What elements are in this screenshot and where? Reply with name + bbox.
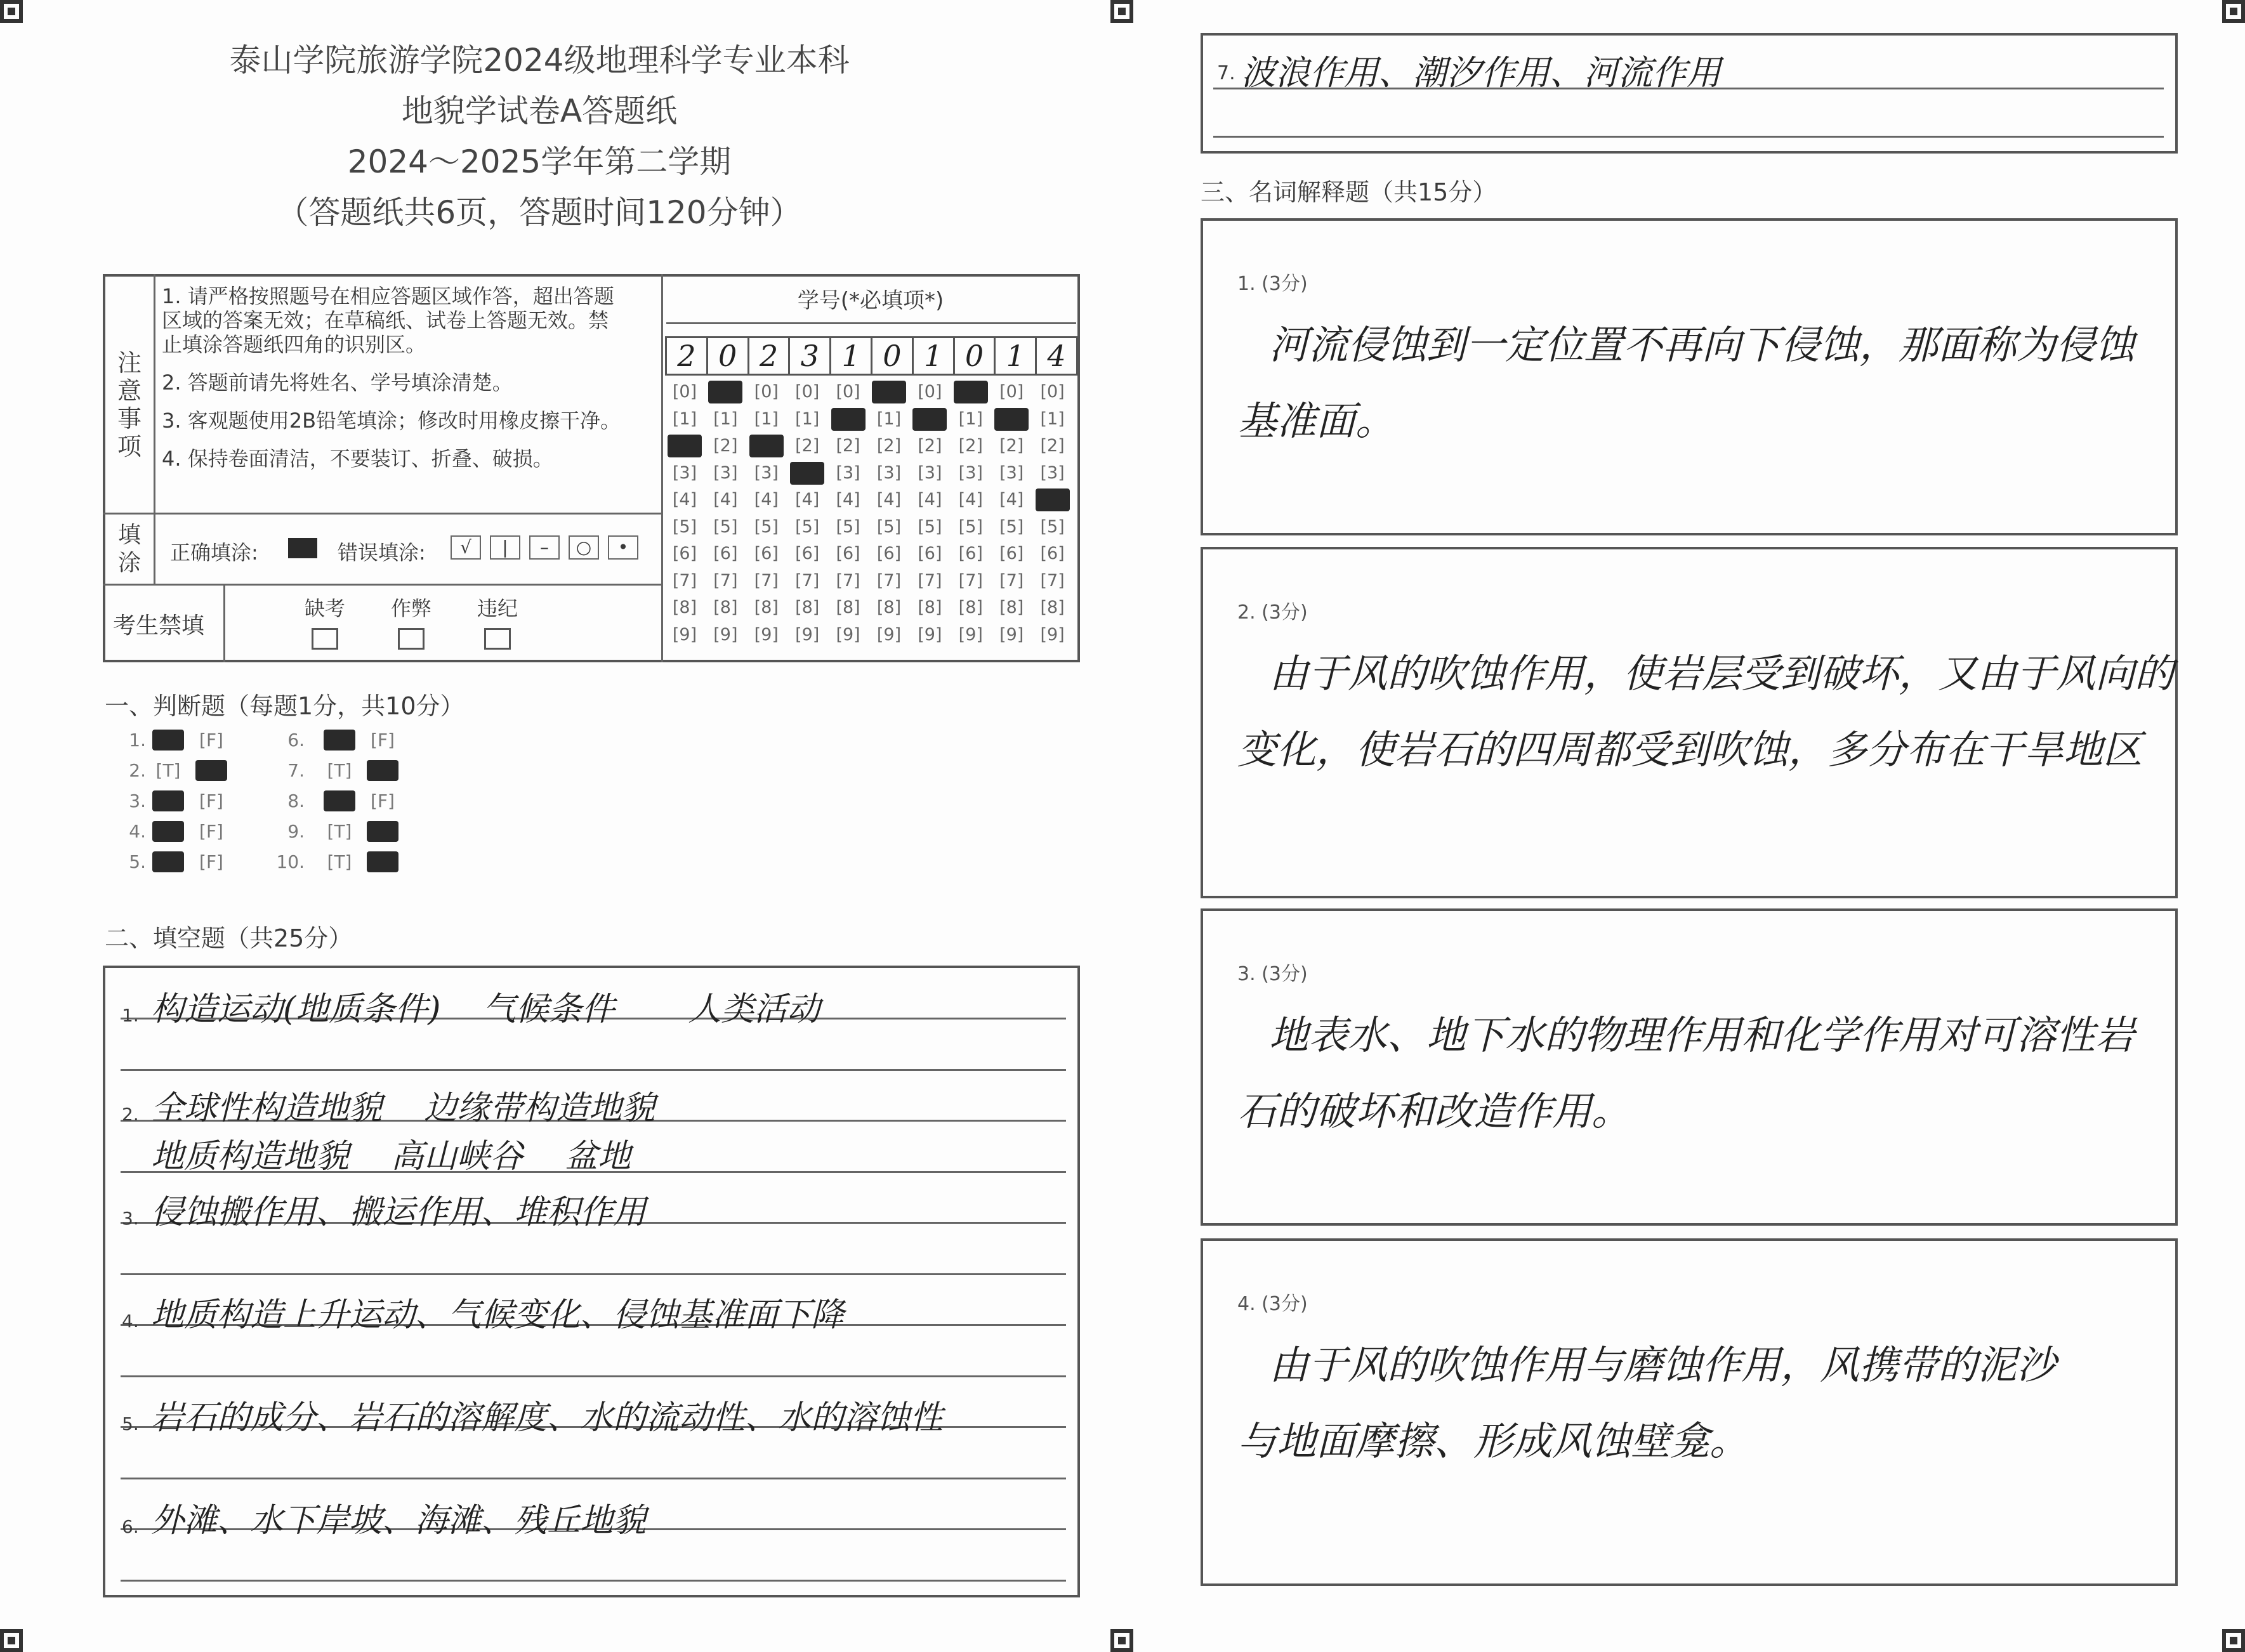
student-id-bubble[interactable]: [7] xyxy=(999,570,1024,591)
student-id-bubble[interactable]: [7] xyxy=(672,570,697,591)
corner-mark-top-right xyxy=(2222,0,2245,23)
student-id-bubble[interactable]: [2] xyxy=(918,436,942,456)
student-id-bubble[interactable]: [8] xyxy=(918,598,942,617)
fill-blank-number: 3. xyxy=(122,1208,139,1229)
student-id-bubble[interactable]: [9] xyxy=(754,624,779,645)
student-id-bubble[interactable]: [4] xyxy=(836,490,860,509)
q7-answer[interactable]: 波浪作用、潮汐作用、河流作用 xyxy=(1241,53,1721,93)
corner-mark-bottom-left xyxy=(0,1629,23,1652)
student-id-bubble[interactable]: [3] xyxy=(958,462,983,483)
answer-line xyxy=(121,1375,1066,1377)
student-id-bubble[interactable]: [7] xyxy=(918,570,942,591)
student-id-bubble[interactable]: [5] xyxy=(958,516,983,537)
student-id-bubble[interactable]: [1] xyxy=(754,409,779,429)
tf-option-false[interactable] xyxy=(367,851,398,872)
note-item-1: 1. 请严格按照题号在相应答题区域作答，超出答题区域的答案无效；在草稿纸、试卷上答题无效。禁止填涂答题纸四角的识别区。 xyxy=(162,284,614,357)
tf-question-number: 8. xyxy=(287,790,305,811)
tf-option-true[interactable] xyxy=(324,730,355,751)
wrong-mark-dash: – xyxy=(529,535,560,560)
tf-question-number: 6. xyxy=(287,730,305,751)
student-id-bubble[interactable] xyxy=(749,435,784,457)
student-id-bubble[interactable]: [0] xyxy=(795,382,820,402)
student-id-bubble[interactable]: [8] xyxy=(713,598,738,617)
exam-options xyxy=(305,593,518,650)
student-id-bubble[interactable]: [0] xyxy=(1040,382,1065,402)
student-id-bubble[interactable]: [1] xyxy=(795,409,820,429)
student-id-bubble[interactable]: [4] xyxy=(999,490,1024,509)
fill-blank-number: 4. xyxy=(122,1311,139,1332)
tf-option-false[interactable]: [F] xyxy=(199,851,223,872)
student-id-bubble[interactable]: [0] xyxy=(754,382,779,402)
student-id-bubble[interactable]: [3] xyxy=(713,462,738,483)
section3-title: 三、名词解释题（共15分） xyxy=(1201,178,1497,206)
student-id-bubble[interactable]: [7] xyxy=(754,570,779,591)
fill-blank-number: 5. xyxy=(122,1413,139,1434)
student-id-digit-cell[interactable]: 2 xyxy=(747,336,791,376)
student-id-bubble[interactable] xyxy=(790,462,824,485)
term-definition-answer[interactable]: 由于风的吹蚀作用与磨蚀作用，风携带的泥沙 xyxy=(1269,1342,2057,1388)
student-id-bubble[interactable]: [5] xyxy=(672,516,697,537)
wrong-mark-circle: ○ xyxy=(569,535,599,560)
student-id-bubble[interactable]: [2] xyxy=(1040,436,1065,456)
tf-option-false[interactable] xyxy=(195,760,227,781)
student-id-bubble[interactable]: [8] xyxy=(999,598,1024,617)
student-id-bubble[interactable]: [7] xyxy=(1040,570,1065,591)
student-id-bubble[interactable]: [5] xyxy=(918,516,942,537)
student-id-bubble[interactable]: [4] xyxy=(754,490,779,509)
exam-option-label: 作弊 xyxy=(391,596,432,620)
student-id-bubble[interactable] xyxy=(668,435,702,457)
divider xyxy=(666,322,1076,324)
student-id-bubble[interactable]: [9] xyxy=(672,624,697,645)
student-id-bubble[interactable]: [5] xyxy=(713,516,738,537)
student-id-bubble[interactable]: [9] xyxy=(958,624,983,645)
fill-blank-number: 2. xyxy=(122,1104,139,1125)
student-id-bubble[interactable]: [5] xyxy=(795,516,820,537)
fill-blank-answer[interactable]: 外滩、水下岸坡、海滩、残丘地貌 xyxy=(151,1502,647,1540)
student-id-bubble[interactable]: [0] xyxy=(672,382,697,402)
student-id-bubble[interactable]: [7] xyxy=(713,570,738,591)
student-id-digit-cell[interactable]: 0 xyxy=(706,336,749,376)
student-id-bubble[interactable] xyxy=(1036,488,1070,511)
student-id-bubble[interactable]: [1] xyxy=(672,409,697,429)
student-id-bubble[interactable]: [6] xyxy=(754,544,779,563)
notes-label: 注意事项 xyxy=(117,349,142,461)
student-id-bubble[interactable]: [9] xyxy=(876,624,902,645)
student-id-digits xyxy=(665,336,1076,374)
student-id-bubble[interactable]: [4] xyxy=(713,490,738,509)
student-id-digit-cell[interactable]: 1 xyxy=(912,336,955,376)
tf-option-true[interactable] xyxy=(152,821,184,842)
correct-fill-label: 正确填涂: xyxy=(170,541,258,565)
student-id-bubble[interactable]: [6] xyxy=(836,544,860,563)
divider xyxy=(154,513,155,584)
tf-option-true[interactable] xyxy=(152,851,184,872)
student-id-bubble[interactable]: [7] xyxy=(958,570,983,591)
corner-mark-top-center xyxy=(1110,0,1133,23)
student-id-bubble[interactable]: [8] xyxy=(876,598,902,617)
student-id-bubble[interactable]: [3] xyxy=(876,462,902,483)
student-id-bubble[interactable]: [4] xyxy=(876,490,902,509)
header-line-3: 2024～2025学年第二学期 xyxy=(347,143,732,180)
student-id-bubble[interactable]: [6] xyxy=(672,544,697,563)
term-question-label: 3. (3分) xyxy=(1237,963,1308,985)
student-id-bubble[interactable]: [8] xyxy=(958,598,983,617)
student-id-bubble[interactable]: [5] xyxy=(999,516,1024,537)
wrong-mark-bar: | xyxy=(490,535,520,560)
student-id-bubble[interactable] xyxy=(831,408,866,431)
student-id-bubble[interactable]: [7] xyxy=(795,570,820,591)
tf-option-true[interactable]: [T] xyxy=(155,760,181,781)
tf-question-number: 5. xyxy=(129,851,146,872)
term-question-label: 2. (3分) xyxy=(1237,601,1308,624)
student-id-digit-cell[interactable]: 4 xyxy=(1035,336,1078,376)
term-definition-answer[interactable]: 基准面。 xyxy=(1237,398,1395,444)
student-id-digit-cell[interactable]: 1 xyxy=(994,336,1037,376)
student-id-bubble[interactable]: [8] xyxy=(672,598,697,617)
tf-option-true[interactable]: [T] xyxy=(327,851,352,872)
student-id-bubble[interactable]: [3] xyxy=(999,462,1024,483)
tf-question-number: 9. xyxy=(287,821,305,842)
term-definition-answer[interactable]: 河流侵蚀到一定位置不再向下侵蚀，那面称为侵蚀 xyxy=(1269,322,2135,368)
student-id-bubble[interactable]: [6] xyxy=(795,544,820,563)
student-id-bubble[interactable] xyxy=(912,408,947,431)
wrong-mark-check: √ xyxy=(451,535,481,560)
student-id-bubble[interactable]: [9] xyxy=(918,624,942,645)
student-id-bubble[interactable]: [9] xyxy=(1040,624,1065,645)
term-question-label: 4. (3分) xyxy=(1237,1293,1308,1315)
tf-option-true[interactable]: [T] xyxy=(327,760,352,781)
wrong-fill-samples xyxy=(451,535,638,560)
term-definition-answer[interactable]: 与地面摩擦、形成风蚀壁龛。 xyxy=(1237,1418,1749,1464)
sheet-header xyxy=(102,35,977,238)
header-line-4: （答题纸共6页，答题时间120分钟） xyxy=(277,194,802,231)
corner-mark-bottom-center xyxy=(1110,1629,1133,1652)
student-id-bubble[interactable]: [1] xyxy=(713,409,738,429)
student-id-bubble[interactable]: [1] xyxy=(876,409,902,429)
true-false-answers[interactable] xyxy=(114,730,444,882)
student-id-bubble[interactable]: [3] xyxy=(672,462,697,483)
student-id-bubble[interactable]: [3] xyxy=(918,462,942,483)
tf-question-number: 10. xyxy=(276,851,305,872)
notes-list xyxy=(162,284,625,471)
student-id-bubble[interactable]: [2] xyxy=(958,436,983,456)
exam-option-box[interactable] xyxy=(398,628,425,650)
fill-blank-answer[interactable]: 全球性构造地貌 边缘带构造地貌 xyxy=(151,1089,655,1127)
section1-title: 一、判断题（每题1分，共10分） xyxy=(105,692,464,720)
exam-restricted-label: 考生禁填 xyxy=(113,613,205,639)
fill-blank-answer[interactable]: 岩石的成分、岩石的溶解度、水的流动性、水的溶蚀性 xyxy=(151,1399,944,1437)
exam-option-box[interactable] xyxy=(484,628,511,650)
student-id-bubble[interactable]: [4] xyxy=(795,490,820,509)
exam-option-label: 违纪 xyxy=(477,596,518,620)
corner-mark-bottom-right xyxy=(2222,1629,2245,1652)
fill-blank-number: 1. xyxy=(122,1005,139,1026)
tf-option-false[interactable] xyxy=(367,760,398,781)
fill-blank-answer[interactable]: 构造运动(地质条件) 气候条件 人类活动 xyxy=(151,990,820,1028)
exam-option-absent[interactable] xyxy=(305,593,345,650)
note-item-2: 2. 答题前请先将姓名、学号填涂清楚。 xyxy=(162,370,513,395)
student-id-bubble[interactable]: [3] xyxy=(754,462,779,483)
student-id-bubble[interactable] xyxy=(954,381,988,403)
student-id-bubble[interactable]: [6] xyxy=(876,544,902,563)
term-definition-answer[interactable]: 地表水、地下水的物理作用和化学作用对可溶性岩 xyxy=(1269,1012,2135,1058)
tf-option-true[interactable] xyxy=(324,790,355,811)
student-id-bubble[interactable] xyxy=(872,381,906,403)
divider xyxy=(223,584,225,662)
student-id-bubble[interactable]: [4] xyxy=(672,490,697,509)
tf-question-number: 4. xyxy=(129,821,146,842)
tf-question-number: 7. xyxy=(287,760,305,781)
student-id-bubble[interactable]: [9] xyxy=(713,624,738,645)
divider xyxy=(661,274,663,662)
tf-question-number: 1. xyxy=(129,730,146,751)
student-id-bubble[interactable]: [3] xyxy=(836,462,860,483)
student-id-bubble[interactable]: [8] xyxy=(795,598,820,617)
student-id-bubble[interactable]: [0] xyxy=(918,382,942,402)
student-id-bubble[interactable]: [8] xyxy=(754,598,779,617)
tf-option-false[interactable]: [F] xyxy=(199,821,223,842)
student-id-bubble[interactable]: [1] xyxy=(1040,409,1065,429)
fill-blank-answer[interactable]: 地质构造地貌 高山峡谷 盆地 xyxy=(151,1137,631,1176)
student-id-bubble[interactable]: [2] xyxy=(836,436,860,456)
term-definition-answer[interactable]: 变化，使岩石的四周都受到吹蚀，多分布在干旱地区 xyxy=(1237,726,2143,773)
tf-option-false[interactable] xyxy=(367,821,398,842)
student-id-bubble[interactable]: [5] xyxy=(876,516,902,537)
tf-option-true[interactable] xyxy=(152,790,184,811)
student-id-bubble[interactable]: [8] xyxy=(836,598,860,617)
student-id-bubble[interactable] xyxy=(994,408,1029,431)
student-id-title: 学号(*必填项*) xyxy=(797,288,944,313)
section2-title: 二、填空题（共25分） xyxy=(105,924,353,952)
student-id-bubble[interactable]: [7] xyxy=(876,570,902,591)
correct-fill-sample xyxy=(288,538,317,558)
student-id-bubble[interactable]: [2] xyxy=(999,436,1024,456)
student-id-bubble[interactable]: [6] xyxy=(958,544,983,563)
wrong-mark-dot: • xyxy=(608,535,638,560)
student-id-bubble[interactable]: [6] xyxy=(713,544,738,563)
student-id-bubble[interactable]: [9] xyxy=(795,624,820,645)
q7-number: 7. xyxy=(1217,62,1235,84)
student-id-digit-cell[interactable]: 3 xyxy=(788,336,831,376)
divider xyxy=(103,513,661,515)
student-id-digit-cell[interactable]: 0 xyxy=(871,336,914,376)
tf-option-false[interactable]: [F] xyxy=(199,730,223,751)
tf-option-false[interactable]: [F] xyxy=(199,790,223,811)
tf-question-number: 2. xyxy=(129,760,146,781)
term-definition-box xyxy=(1201,218,2178,535)
student-id-bubble[interactable]: [8] xyxy=(1040,598,1065,617)
student-id-bubble[interactable]: [9] xyxy=(836,624,860,645)
fill-blank-answer[interactable]: 侵蚀搬作用、搬运作用、堆积作用 xyxy=(151,1193,647,1231)
student-id-bubble[interactable]: [0] xyxy=(836,382,860,402)
exam-option-violation[interactable] xyxy=(477,593,518,650)
corner-mark-top-left xyxy=(0,0,23,23)
student-id-bubble[interactable] xyxy=(708,381,742,403)
student-id-bubble[interactable]: [6] xyxy=(1040,544,1065,563)
term-definition-answer[interactable]: 石的破坏和改造作用。 xyxy=(1237,1088,1631,1134)
note-item-3: 3. 客观题使用2B铅笔填涂；修改时用橡皮擦干净。 xyxy=(162,409,621,433)
term-question-label: 1. (3分) xyxy=(1237,273,1308,295)
note-item-4: 4. 保持卷面清洁，不要装订、折叠、破损。 xyxy=(162,447,553,471)
tf-option-true[interactable] xyxy=(152,730,184,751)
student-id-digit-cell[interactable]: 2 xyxy=(665,336,708,376)
fill-blank-number: 6. xyxy=(122,1516,139,1537)
exam-option-box[interactable] xyxy=(312,628,338,650)
header-line-1: 泰山学院旅游学院2024级地理科学专业本科 xyxy=(229,42,850,79)
answer-line xyxy=(121,1478,1066,1479)
exam-option-cheating[interactable] xyxy=(391,593,431,650)
student-id-bubble[interactable]: [6] xyxy=(999,544,1024,563)
answer-line xyxy=(121,1273,1066,1275)
answer-line xyxy=(121,1069,1066,1071)
answer-line xyxy=(121,1580,1066,1582)
student-id-bubble[interactable]: [3] xyxy=(1040,462,1065,483)
student-id-digit-cell[interactable]: 1 xyxy=(829,336,872,376)
student-id-bubble[interactable]: [5] xyxy=(754,516,779,537)
student-id-bubble[interactable]: [2] xyxy=(713,436,738,456)
divider xyxy=(154,274,155,523)
student-id-bubble[interactable]: [2] xyxy=(876,436,902,456)
fill-blank-answer[interactable]: 地质构造上升运动、气候变化、侵蚀基准面下降 xyxy=(151,1296,845,1334)
student-id-bubble[interactable]: [4] xyxy=(918,490,942,509)
tf-option-true[interactable]: [T] xyxy=(327,821,352,842)
fill-label: 填涂 xyxy=(117,522,141,576)
student-id-bubble[interactable]: [1] xyxy=(958,409,983,429)
tf-option-false[interactable]: [F] xyxy=(371,790,395,811)
student-id-bubble[interactable]: [0] xyxy=(999,382,1024,402)
divider xyxy=(103,584,661,586)
student-id-bubble[interactable]: [5] xyxy=(836,516,860,537)
student-id-digit-cell[interactable]: 0 xyxy=(953,336,996,376)
term-definition-answer[interactable]: 由于风的吹蚀作用，使岩层受到破坏，又由于风向的 xyxy=(1269,650,2175,697)
exam-option-label: 缺考 xyxy=(305,596,346,620)
student-id-bubble[interactable]: [5] xyxy=(1040,516,1065,537)
answer-line xyxy=(1213,136,2164,138)
student-id-bubble[interactable]: [9] xyxy=(999,624,1024,645)
student-id-bubble-grid[interactable] xyxy=(668,381,1076,653)
student-id-bubble[interactable]: [4] xyxy=(958,490,983,509)
student-id-bubble[interactable]: [7] xyxy=(836,570,860,591)
student-id-bubble[interactable]: [2] xyxy=(795,436,820,456)
student-id-bubble[interactable]: [6] xyxy=(918,544,942,563)
header-line-2: 地貌学试卷A答题纸 xyxy=(401,93,678,129)
tf-option-false[interactable]: [F] xyxy=(371,730,395,751)
tf-question-number: 3. xyxy=(129,790,146,811)
wrong-fill-label: 错误填涂: xyxy=(338,541,426,565)
term-definition-box xyxy=(1201,908,2178,1226)
